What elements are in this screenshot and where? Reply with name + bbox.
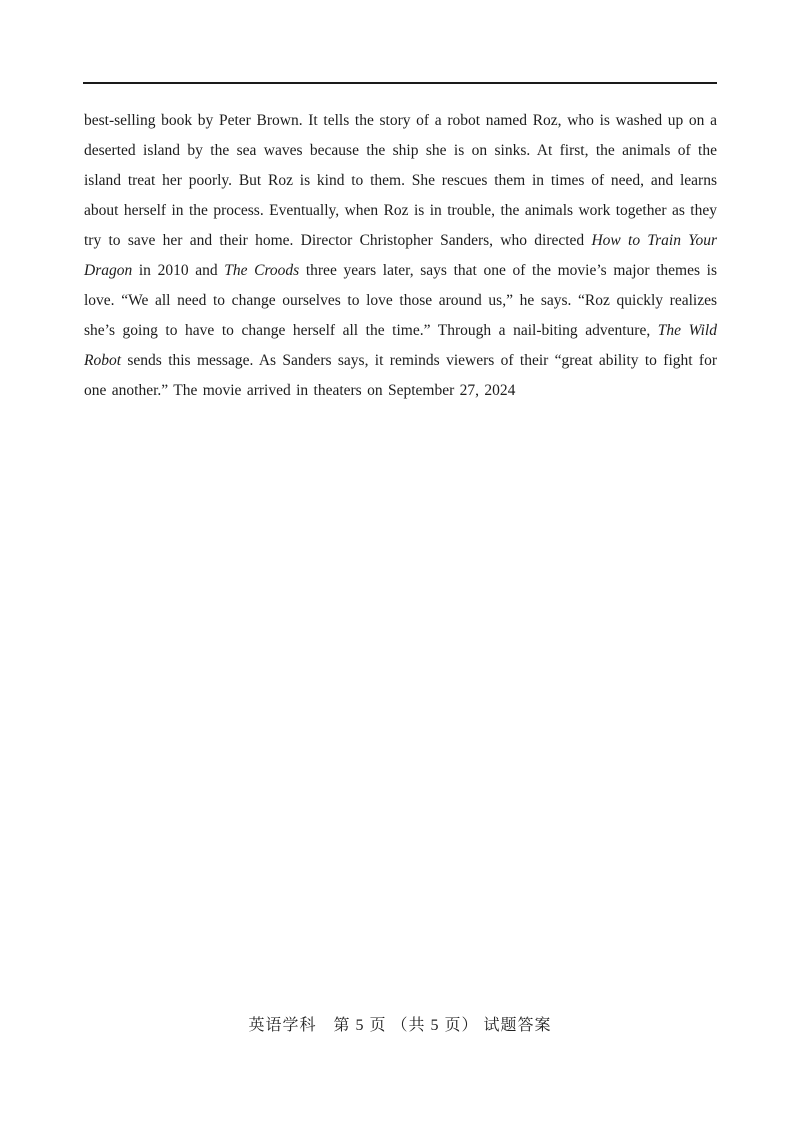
movie-title-italic: The Croods <box>224 262 300 279</box>
movie-title-italic: How to Train Your Dragon <box>84 232 718 279</box>
text-run: sends this message. As Sanders says, it reminds viewers of their “great ability to fight for one another.” The movie arrived in theaters on September 27, 2024 <box>84 352 717 399</box>
article-paragraph <box>84 106 717 406</box>
text-run: best-selling book by Peter Brown. It tells the story of a robot named Roz, who is washed up on a deserted island by the sea waves because the ship she is on sinks. At first, the animals of the island treat her poorly. But Roz is kind to them. She rescues them in times of need, and learns about herself in the process. Eventually, when Roz is in trouble, the animals work together as they try to save her and their home. Director Christopher Sanders, who directed <box>84 112 717 249</box>
page-footer <box>0 1014 800 1038</box>
footer-text: 英语学科 第 5 页 （共 5 页） 试题答案 <box>248 1017 552 1034</box>
text-run: three years later, says that one of the movie’s major themes is love. “We all need to change ourselves to love those around us,” he says. “Roz quickly realizes she’s going to have to change herself all the time.” Through a nail-biting adventure, <box>84 262 717 339</box>
header-rule <box>83 82 717 84</box>
movie-title-italic: The Wild Robot <box>84 322 717 369</box>
text-run: in 2010 and <box>132 262 225 279</box>
